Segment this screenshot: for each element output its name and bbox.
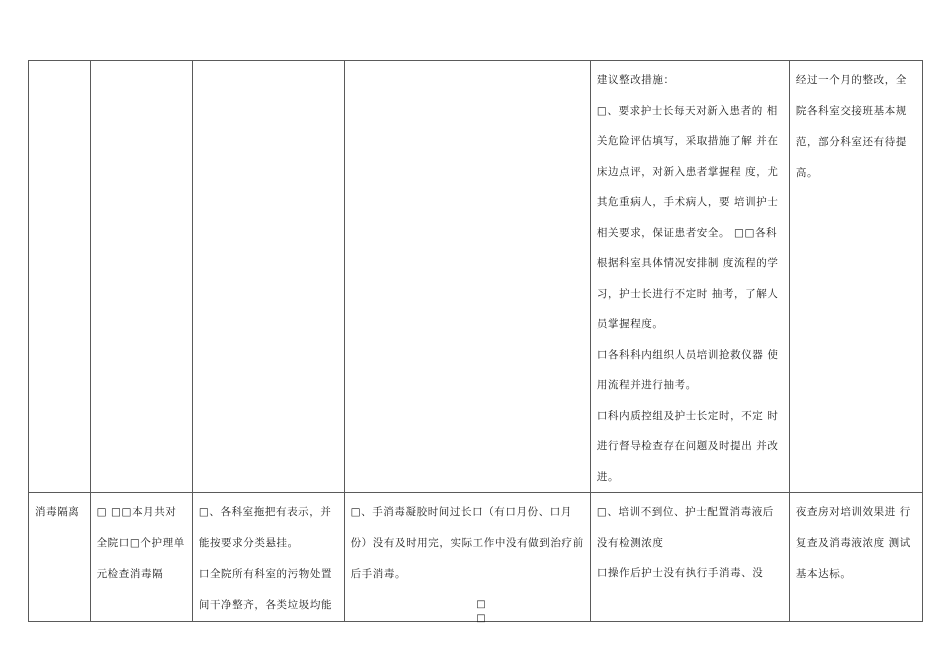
measures-cell xyxy=(590,493,789,622)
table-row xyxy=(29,61,923,493)
effect-text: 夜查房对培训效果进 行复查及消毒液浓度 测试基本达标。 xyxy=(795,506,911,580)
good-cell xyxy=(192,61,344,493)
category-text: 消毒隔离 xyxy=(35,506,80,518)
good-cell xyxy=(192,493,344,622)
effect-cell xyxy=(789,61,922,493)
problems-text: □、手消毒凝胶时间过长口（有口月份、口月份）没有及时用完，实际工作中没有做到治疗前后手消毒。 xyxy=(350,506,584,580)
problems-cell xyxy=(344,61,590,493)
category-cell xyxy=(29,493,91,622)
effect-cell xyxy=(789,493,922,622)
problems-cell xyxy=(344,493,590,622)
good-text: □、各科室拖把有表示，并能按要求分类悬挂。 口全院所有科室的污物处置间干净整齐，各类垃圾均能 xyxy=(198,506,333,611)
category-cell xyxy=(29,61,91,493)
report-table xyxy=(28,60,923,622)
effect-text: 经过一个月的整改，全 院各科室交接班基本规 范，部分科室还有待提 高。 xyxy=(795,74,907,179)
inspection-cell xyxy=(90,61,192,493)
measures-text: 建议整改措施： □、要求护士长每天对新入患者的 相关危险评估填写，采取措施了解 并在床边点评，对新入患者掌握程 度，尤其危重病人，手术病人，要 培训护士相关要求，保证患者安全。 □□各科根据科室具体情况安排制 度流程的学习，护士长进行不定时 抽考，了解人员掌握程度。 口各科科内组织人员培训抢救仪器 使用流程并进行抽考。 口科内质控组及护士长定时，不定 时进行督导检查存在问题及时提出 并改进。 xyxy=(596,74,779,483)
measures-text: □、培训不到位、护士配置消毒液后没有检测浓度 口操作后护士没有执行手消毒、没 xyxy=(596,506,774,579)
page-mark: □ □ xyxy=(476,599,486,624)
inspection-cell xyxy=(90,493,192,622)
measures-cell xyxy=(590,61,789,493)
inspection-text: □ □□本月共对全院口□个护理单元检查消毒隔 xyxy=(96,506,185,580)
